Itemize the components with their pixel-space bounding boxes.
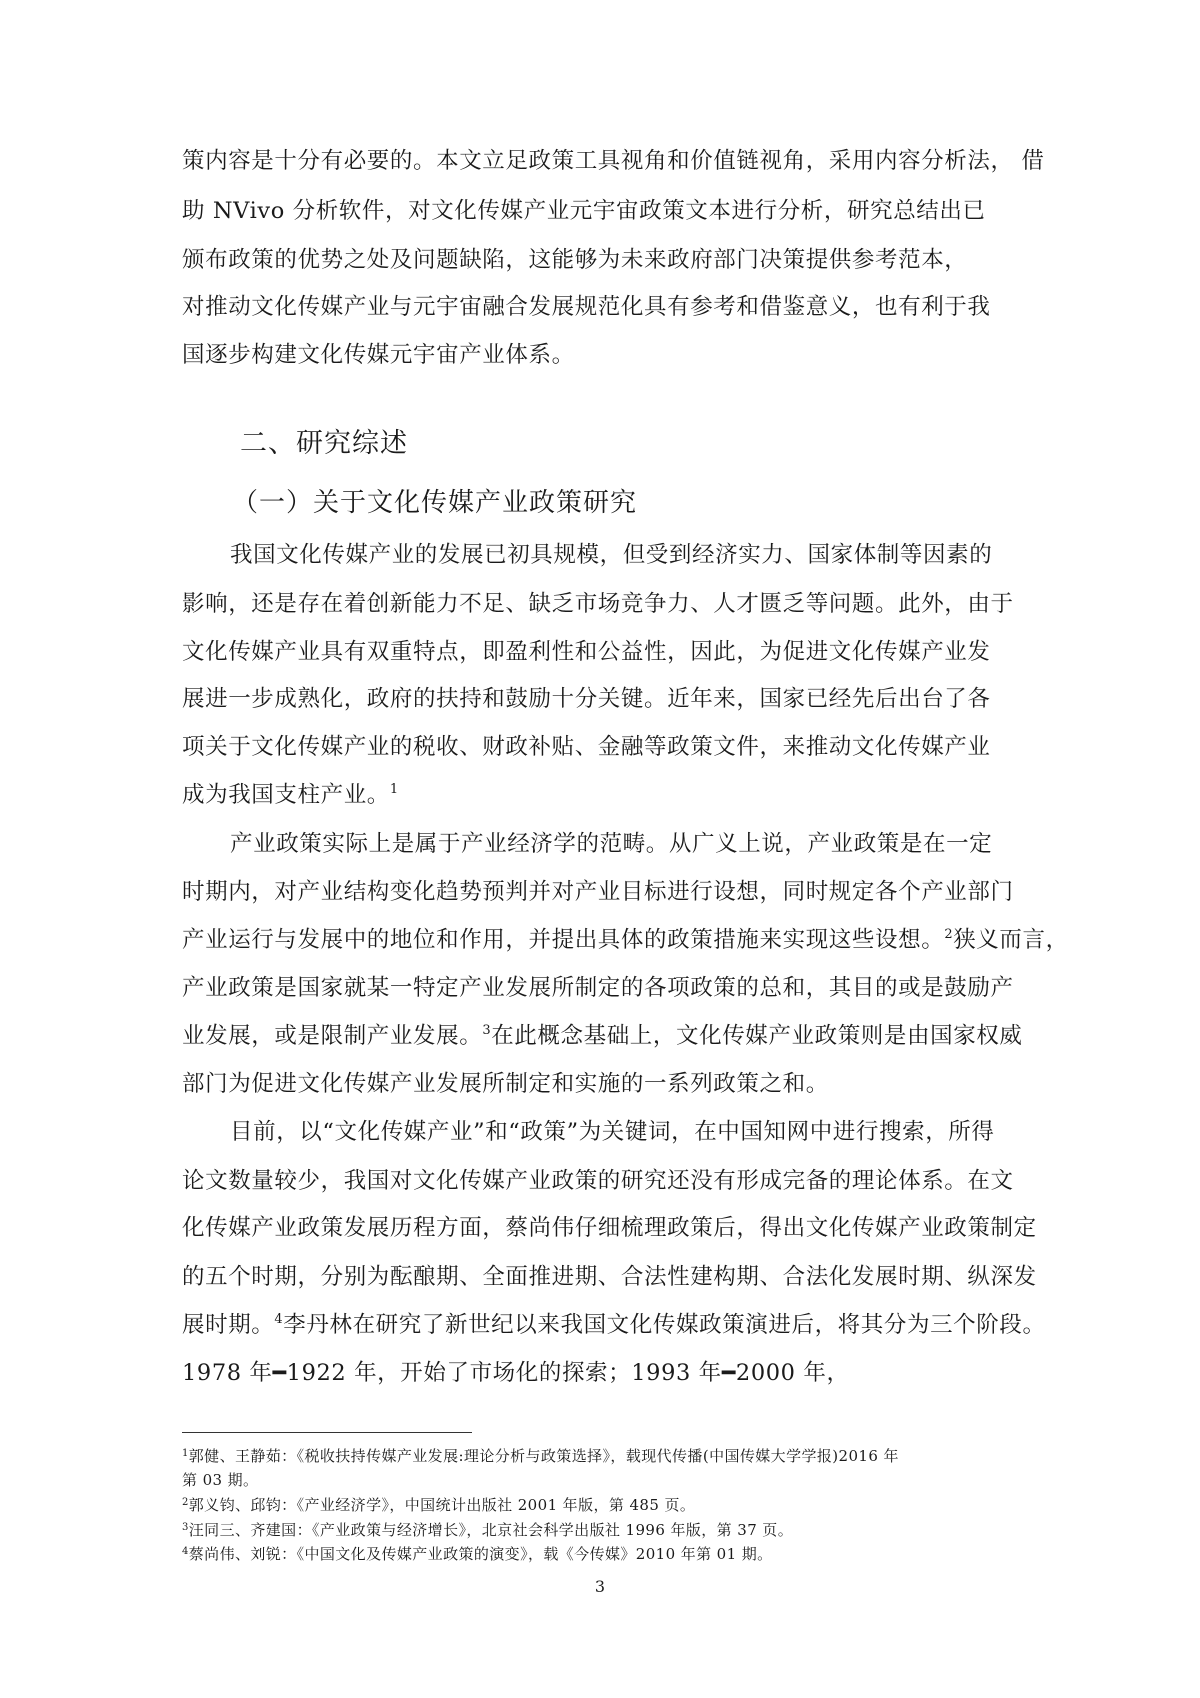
intro-line-1: 策内容是十分有必要的。本文立足政策工具视角和价值链视角，采用内容分析法， 借 [182, 148, 1045, 174]
para2-line-5 [182, 1021, 1023, 1051]
footnote-ref-1[interactable]: 1 [389, 782, 399, 797]
para2-line-6: 部门为促进文化传媒产业发展所制定和实施的一系列政策之和。 [182, 1071, 829, 1097]
intro-line-5: 国逐步构建文化传媒元宇宙产业体系。 [182, 342, 575, 368]
intro-line-4: 对推动文化传媒产业与元宇宙融合发展规范化具有参考和借鉴意义，也有利于我 [182, 294, 991, 320]
para1-line-5: 项关于文化传媒产业的税收、财政补贴、金融等政策文件，来推动文化传媒产业 [182, 734, 991, 760]
page-number: 3 [594, 1577, 606, 1596]
para1-line-3: 文化传媒产业具有双重特点，即盈利性和公益性，因此，为促进文化传媒产业发 [182, 639, 991, 665]
footnote-2-text: 郭义钧、邱钧：《产业经济学》，中国统计出版社 2001 年版，第 485 页。 [188, 1496, 696, 1514]
footnote-3-text: 汪同三、齐建国：《产业政策与经济增长》，北京社会科学出版社 1996 年版，第 37 页。 [188, 1521, 794, 1539]
para3-line-4: 的五个时期，分别为酝酿期、全面推进期、合法性建构期、合法化发展时期、纵深发 [182, 1264, 1037, 1290]
footnote-4-number: 4 [182, 1546, 189, 1557]
footnote-ref-4[interactable]: 4 [274, 1312, 284, 1327]
footnote-4 [182, 1543, 773, 1565]
para3-line-1: 目前，以“文化传媒产业”和“政策”为关键词，在中国知网中进行搜索，所得 [230, 1119, 995, 1145]
para3-line-5a: 展时期。 [182, 1312, 275, 1338]
para1-line-1: 我国文化传媒产业的发展已初具规模，但受到经济实力、国家体制等因素的 [230, 542, 993, 568]
section-heading: 二、研究综述 [240, 428, 408, 459]
footnote-4-text: 蔡尚伟、刘锐：《中国文化及传媒产业政策的演变》，载《今传媒》2010 年第 01 期。 [188, 1545, 773, 1563]
intro-line-3: 颁布政策的优势之处及问题缺陷，这能够为未来政府部门决策提供参考范本， [182, 247, 968, 273]
para3-line-3: 化传媒产业政策发展历程方面，蔡尚伟仔细梳理政策后，得出文化传媒产业政策制定 [182, 1215, 1037, 1241]
footnote-divider [182, 1432, 472, 1433]
footnote-ref-2[interactable]: 2 [944, 927, 954, 942]
footnote-1 [182, 1445, 899, 1467]
para2-line-5a: 业发展，或是限制产业发展。 [182, 1023, 483, 1049]
para2-line-3 [182, 925, 1069, 955]
para1-line-4: 展进一步成熟化，政府的扶持和鼓励十分关键。近年来，国家已经先后出台了各 [182, 686, 991, 712]
intro-line-2: 助 NVivo 分析软件，对文化传媒产业元宇宙政策文本进行分析，研究总结出已 [182, 198, 986, 224]
para1-line-6-text: 成为我国支柱产业。 [182, 782, 390, 808]
para1-line-2: 影响，还是存在着创新能力不足、缺乏市场竞争力、人才匮乏等问题。此外，由于 [182, 591, 1014, 617]
para2-line-5b: 在此概念基础上，文化传媒产业政策则是由国家权威 [491, 1023, 1023, 1049]
footnote-1-cont: 第 03 期。 [182, 1471, 259, 1489]
footnote-ref-3[interactable]: 3 [482, 1023, 492, 1038]
footnote-3-number: 3 [182, 1522, 189, 1533]
para3-line-2: 论文数量较少，我国对文化传媒产业政策的研究还没有形成完备的理论体系。在文 [182, 1168, 1014, 1194]
para2-line-3a: 产业运行与发展中的地位和作用，并提出具体的政策措施来实现这些设想。 [182, 927, 945, 953]
para1-line-6 [182, 780, 399, 810]
footnote-2 [182, 1494, 695, 1516]
para2-line-4: 产业政策是国家就某一特定产业发展所制定的各项政策的总和，其目的或是鼓励产 [182, 975, 1014, 1001]
footnote-3 [182, 1519, 793, 1541]
footnote-1-text: 郭健、王静茹：《税收扶持传媒产业发展:理论分析与政策选择》，载现代传播(中国传媒大学学报)2016 年 [188, 1447, 899, 1465]
para3-line-5b: 李丹林在研究了新世纪以来我国文化传媒政策演进后，将其分为三个阶段。 [283, 1312, 1046, 1338]
footnote-2-number: 2 [182, 1497, 189, 1508]
para2-line-1: 产业政策实际上是属于产业经济学的范畴。从广义上说，产业政策是在一定 [230, 831, 993, 857]
para2-line-2: 时期内，对产业结构变化趋势预判并对产业目标进行设想，同时规定各个产业部门 [182, 879, 1014, 905]
footnote-1-number: 1 [182, 1448, 189, 1459]
subsection-heading: （一）关于文化传媒产业政策研究 [232, 488, 638, 518]
para3-line-5 [182, 1310, 1046, 1340]
para3-line-6: 1978 年━1922 年，开始了市场化的探索；1993 年━2000 年， [182, 1360, 850, 1386]
para2-line-3b: 狭义而言， [953, 927, 1069, 953]
